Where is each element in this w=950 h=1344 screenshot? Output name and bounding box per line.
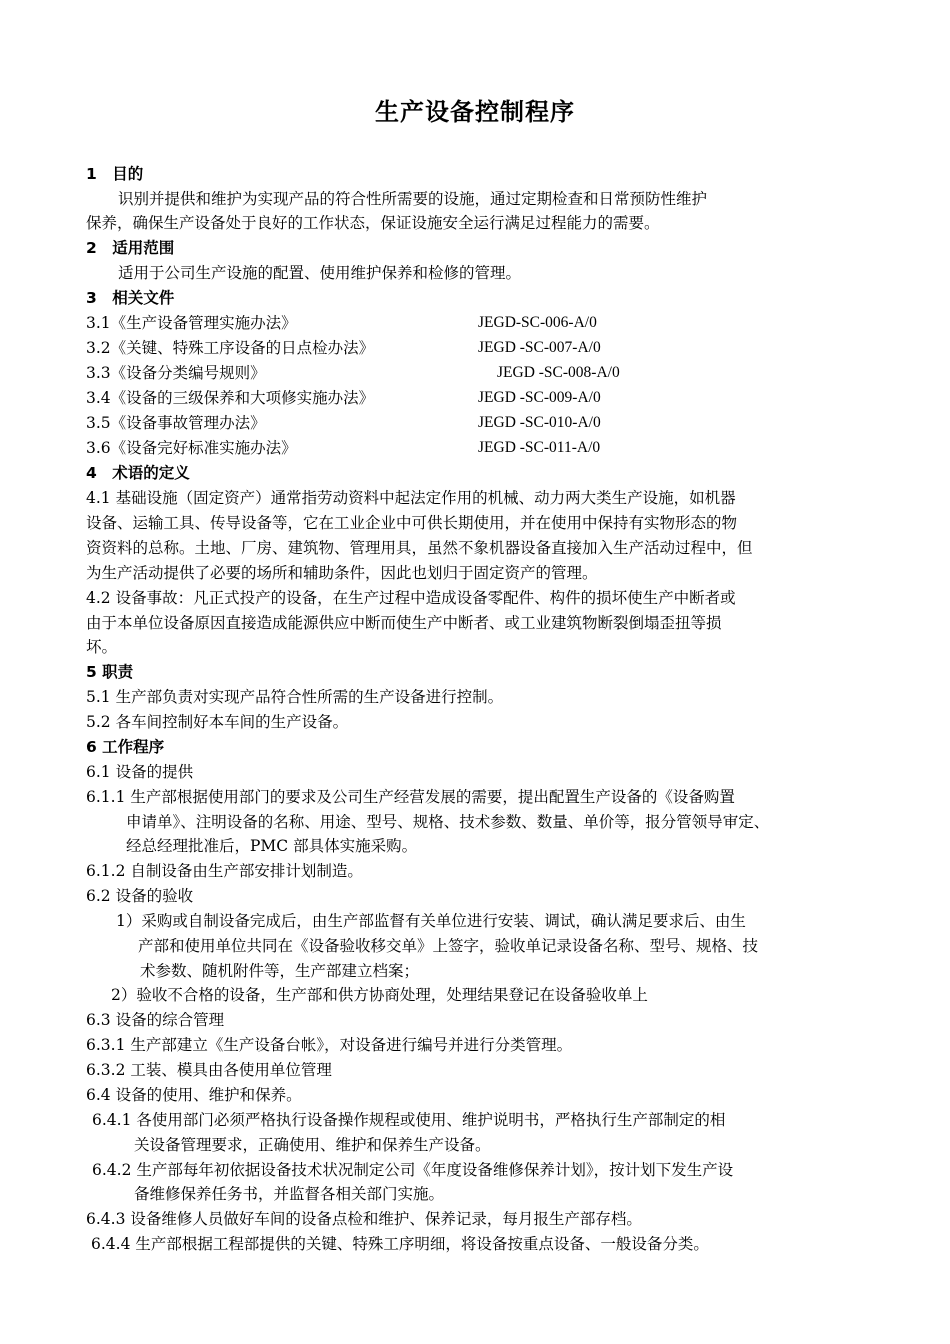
related-file-code: JEGD -SC-011-A/0 xyxy=(478,439,601,456)
procedure-6-1-1-line-3: 经总经理批准后，PMC 部具体实施采购。 xyxy=(126,837,418,855)
definition-4-1-line-2: 设备、运输工具、传导设备等，它在工业企业中可供长期使用，并在使用中保持有实物形态的物 xyxy=(86,514,738,532)
related-file-code: JEGD -SC-010-A/0 xyxy=(478,414,601,431)
definition-4-2-line-2: 由于本单位设备原因直接造成能源供应中断而使生产中断者、或工业建筑物断裂倒塌歪扭等损 xyxy=(86,614,722,632)
related-file-code: JEGD -SC-009-A/0 xyxy=(478,389,601,406)
section-1-text-line-2: 保养，确保生产设备处于良好的工作状态，保证设施安全运行满足过程能力的需要。 xyxy=(86,214,660,232)
procedure-6-1-1-line-1: 6.1.1 生产部根据使用部门的要求及公司生产经营发展的需要，提出配置生产设备的《设备购置 xyxy=(86,788,735,806)
procedure-6-4-1-line-2: 关设备管理要求，正确使用、维护和保养生产设备。 xyxy=(134,1136,491,1154)
related-file-code: JEGD-SC-006-A/0 xyxy=(478,314,597,331)
definition-4-1-line-3: 资资料的总称。土地、厂房、建筑物、管理用具，虽然不象机器设备直接加入生产活动过程中，但 xyxy=(86,539,753,557)
section-1-heading: 1 目的 xyxy=(86,165,144,183)
section-2-heading: 2 适用范围 xyxy=(86,239,175,257)
procedure-6-3-1: 6.3.1 生产部建立《生产设备台帐》，对设备进行编号并进行分类管理。 xyxy=(86,1036,573,1054)
related-file-code: JEGD -SC-007-A/0 xyxy=(478,339,601,356)
procedure-6-1: 6.1 设备的提供 xyxy=(86,763,194,781)
document-title: 生产设备控制程序 xyxy=(375,98,575,126)
section-2-text: 适用于公司生产设施的配置、使用维护保养和检修的管理。 xyxy=(118,264,522,282)
related-file-name: 3.4《设备的三级保养和大项修实施办法》 xyxy=(86,389,375,407)
procedure-6-3: 6.3 设备的综合管理 xyxy=(86,1011,225,1029)
procedure-6-4-1-line-1: 6.4.1 各使用部门必须严格执行设备操作规程或使用、维护说明书，严格执行生产部制定的相 xyxy=(92,1111,726,1129)
responsibility-5-2: 5.2 各车间控制好本车间的生产设备。 xyxy=(86,713,349,731)
procedure-6-1-2: 6.1.2 自制设备由生产部安排计划制造。 xyxy=(86,862,363,880)
procedure-6-2-item-1-line-1: 1）采购或自制设备完成后，由生产部监督有关单位进行安装、调试，确认满足要求后、由生 xyxy=(116,912,746,930)
section-6-heading: 6 工作程序 xyxy=(86,738,165,756)
definition-4-2-line-3: 坏。 xyxy=(86,638,118,656)
procedure-6-2-item-2: 2）验收不合格的设备，生产部和供方协商处理，处理结果登记在设备验收单上 xyxy=(111,986,648,1004)
definition-4-1-line-4: 为生产活动提供了必要的场所和辅助条件，因此也划归于固定资产的管理。 xyxy=(86,564,598,582)
definition-4-2-line-1: 4.2 设备事故：凡正式投产的设备，在生产过程中造成设备零配件、构件的损坏使生产中断者或 xyxy=(86,589,736,607)
procedure-6-4: 6.4 设备的使用、维护和保养。 xyxy=(86,1086,302,1104)
related-file-name: 3.6《设备完好标准实施办法》 xyxy=(86,439,297,457)
procedure-6-4-2-line-2: 备维修保养任务书，并监督各相关部门实施。 xyxy=(134,1185,445,1203)
section-4-heading: 4 术语的定义 xyxy=(86,464,190,482)
section-5-heading: 5 职责 xyxy=(86,663,134,681)
related-file-code: JEGD -SC-008-A/0 xyxy=(497,364,620,381)
section-1-text-line-1: 识别并提供和维护为实现产品的符合性所需要的设施，通过定期检查和日常预防性维护 xyxy=(118,190,708,208)
procedure-6-4-4: 6.4.4 生产部根据工程部提供的关键、特殊工序明细，将设备按重点设备、一般设备分类。 xyxy=(91,1235,709,1253)
responsibility-5-1: 5.1 生产部负责对实现产品符合性所需的生产设备进行控制。 xyxy=(86,688,504,706)
procedure-6-2-item-1-line-2: 产部和使用单位共同在《设备验收移交单》上签字，验收单记录设备名称、型号、规格、技 xyxy=(138,937,759,955)
related-file-name: 3.5《设备事故管理办法》 xyxy=(86,414,266,432)
procedure-6-4-2-line-1: 6.4.2 生产部每年初依据设备技术状况制定公司《年度设备维修保养计划》，按计划下发生产设 xyxy=(92,1161,734,1179)
related-file-name: 3.2《关键、特殊工序设备的日点检办法》 xyxy=(86,339,375,357)
procedure-6-4-3: 6.4.3 设备维修人员做好车间的设备点检和维护、保养记录，每月报生产部存档。 xyxy=(86,1210,642,1228)
procedure-6-3-2: 6.3.2 工装、模具由各使用单位管理 xyxy=(86,1061,332,1079)
procedure-6-1-1-line-2: 申请单》、注明设备的名称、用途、型号、规格、技术参数、数量、单价等，报分管领导审定、 xyxy=(126,813,770,831)
definition-4-1-line-1: 4.1 基础设施（固定资产）通常指劳动资料中起法定作用的机械、动力两大类生产设施，如机器 xyxy=(86,489,736,507)
related-file-name: 3.1《生产设备管理实施办法》 xyxy=(86,314,297,332)
procedure-6-2-item-1-line-3: 术参数、随机附件等，生产部建立档案； xyxy=(140,962,420,980)
procedure-6-2: 6.2 设备的验收 xyxy=(86,887,194,905)
related-file-name: 3.3《设备分类编号规则》 xyxy=(86,364,266,382)
section-3-heading: 3 相关文件 xyxy=(86,289,175,307)
